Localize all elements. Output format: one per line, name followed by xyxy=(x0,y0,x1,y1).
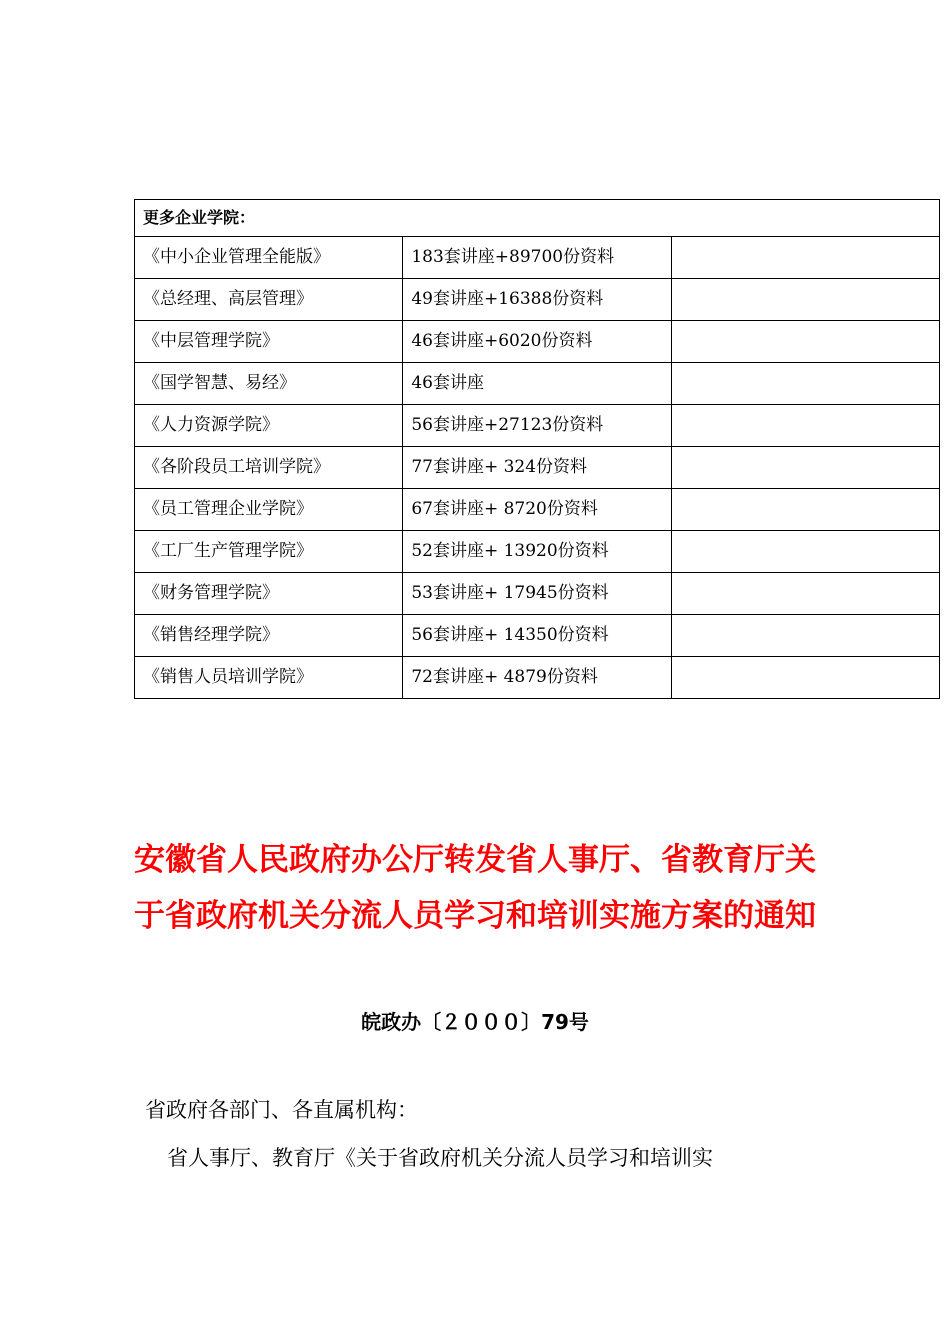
course-count: 49套讲座+16388份资料 xyxy=(403,279,671,321)
table-row xyxy=(135,363,940,405)
table-row xyxy=(135,237,940,279)
course-table xyxy=(134,199,940,699)
course-count: 77套讲座+ 324份资料 xyxy=(403,447,671,489)
course-name: 《总经理、高层管理》 xyxy=(135,279,403,321)
table-row xyxy=(135,321,940,363)
course-count: 46套讲座 xyxy=(403,363,671,405)
course-count: 72套讲座+ 4879份资料 xyxy=(403,657,671,699)
document-title: 安徽省人民政府办公厅转发省人事厅、省教育厅关于省政府机关分流人员学习和培训实施方案的通知 xyxy=(134,842,816,934)
course-count: 53套讲座+ 17945份资料 xyxy=(403,573,671,615)
document-number: 皖政办〔２０００〕79号 xyxy=(361,1010,589,1034)
course-name: 《人力资源学院》 xyxy=(135,405,403,447)
table-row xyxy=(135,489,940,531)
empty-cell xyxy=(671,657,939,699)
empty-cell xyxy=(671,321,939,363)
empty-cell xyxy=(671,237,939,279)
table-row xyxy=(135,447,940,489)
empty-cell xyxy=(671,615,939,657)
empty-cell xyxy=(671,279,939,321)
table-row xyxy=(135,405,940,447)
table-row xyxy=(135,279,940,321)
addressee: 省政府各部门、各直属机构： xyxy=(145,1098,418,1122)
course-name: 《各阶段员工培训学院》 xyxy=(135,447,403,489)
table-header-row xyxy=(135,200,940,237)
course-count: 56套讲座+ 14350份资料 xyxy=(403,615,671,657)
empty-cell xyxy=(671,489,939,531)
course-name: 《国学智慧、易经》 xyxy=(135,363,403,405)
course-name: 《中小企业管理全能版》 xyxy=(135,237,403,279)
empty-cell xyxy=(671,363,939,405)
course-name: 《中层管理学院》 xyxy=(135,321,403,363)
table-row xyxy=(135,657,940,699)
table-row xyxy=(135,531,940,573)
course-count: 183套讲座+89700份资料 xyxy=(403,237,671,279)
table-header: 更多企业学院： xyxy=(135,200,940,237)
course-count: 56套讲座+27123份资料 xyxy=(403,405,671,447)
course-name: 《员工管理企业学院》 xyxy=(135,489,403,531)
course-count: 52套讲座+ 13920份资料 xyxy=(403,531,671,573)
course-name: 《销售经理学院》 xyxy=(135,615,403,657)
course-name: 《工厂生产管理学院》 xyxy=(135,531,403,573)
table-row xyxy=(135,573,940,615)
table-row xyxy=(135,615,940,657)
course-count: 46套讲座+6020份资料 xyxy=(403,321,671,363)
empty-cell xyxy=(671,573,939,615)
course-count: 67套讲座+ 8720份资料 xyxy=(403,489,671,531)
empty-cell xyxy=(671,405,939,447)
empty-cell xyxy=(671,447,939,489)
course-name: 《财务管理学院》 xyxy=(135,573,403,615)
body-text: 省人事厅、教育厅《关于省政府机关分流人员学习和培训实 xyxy=(167,1146,713,1170)
course-name: 《销售人员培训学院》 xyxy=(135,657,403,699)
empty-cell xyxy=(671,531,939,573)
